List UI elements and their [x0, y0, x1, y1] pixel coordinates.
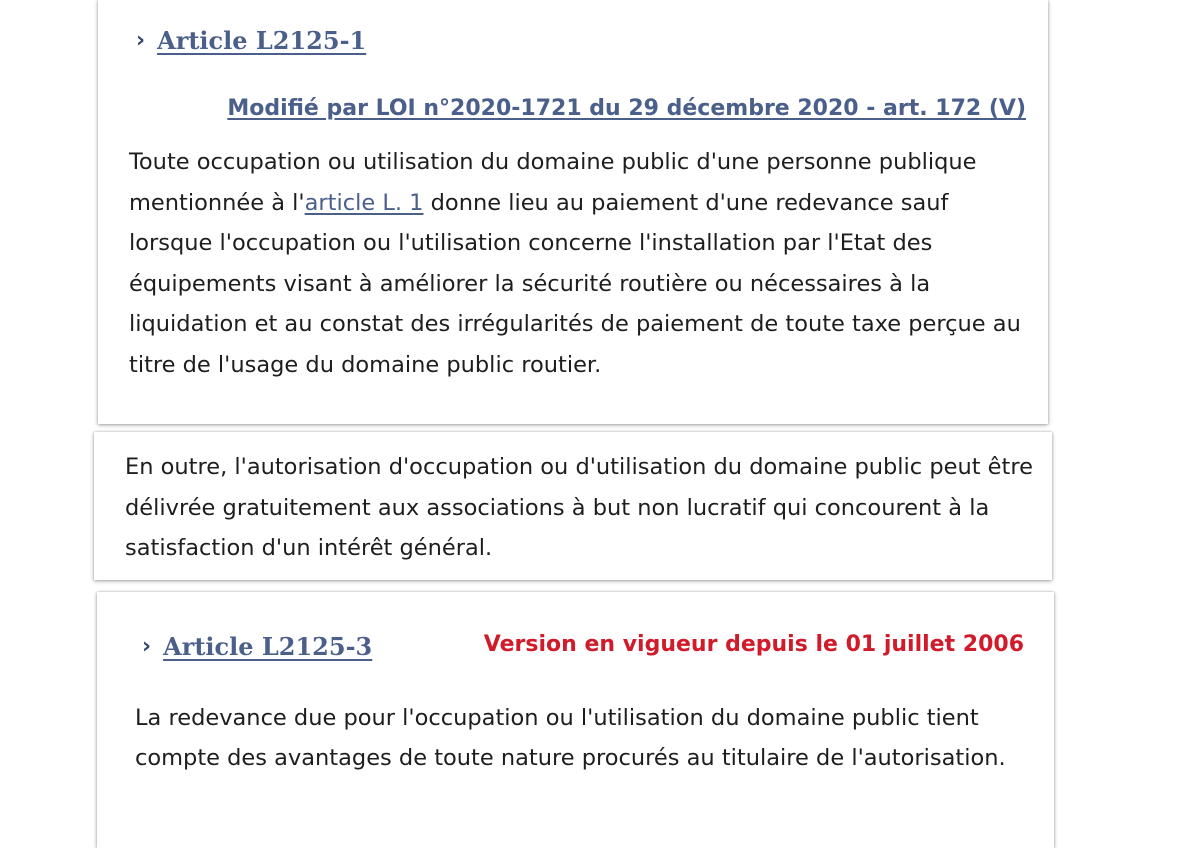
version-status: Version en vigueur depuis le 01 juillet 2006	[483, 632, 1024, 657]
article-paragraph: La redevance due pour l'occupation ou l'utilisation du domaine public tient compte des avantages de toute nature procurés au titulaire de l'autorisation.	[135, 705, 1006, 771]
article-header	[136, 26, 366, 55]
article-l1-link[interactable]: article L. 1	[304, 189, 424, 216]
excerpt-paragraph: En outre, l'autorisation d'occupation ou d'utilisation du domaine public peut être délivrée gratuitement aux associations à but non lucratif qui concourent à la satisfaction d'un intérêt général.	[125, 454, 1033, 561]
article-title-link[interactable]: Article L2125-3	[163, 632, 373, 661]
article-header	[142, 632, 372, 661]
modification-link[interactable]: Modifié par LOI n°2020-1721 du 29 décembre 2020 - art. 172 (V)	[227, 96, 1026, 121]
article-title-link[interactable]: Article L2125-1	[157, 26, 367, 55]
article-l2125-1-card	[98, 0, 1048, 424]
chevron-right-icon: ›	[142, 633, 152, 659]
paragraph-text: Toute occupation ou utilisation du domaine public d'une personne publique mentionnée à l'	[129, 149, 977, 216]
paragraph-text: donne lieu au paiement d'une redevance sauf lorsque l'occupation ou l'utilisation concerne l'installation par l'Etat des équipements visant à améliorer la sécurité routière ou nécessaires à la liquidation et au constat des irrégularités de paiement de toute taxe perçue au titre de l'usage du domaine public routier.	[129, 189, 1021, 378]
article-paragraph	[129, 142, 1034, 385]
excerpt-card	[94, 432, 1052, 580]
chevron-right-icon: ›	[136, 27, 146, 53]
article-l2125-3-card	[97, 592, 1054, 848]
